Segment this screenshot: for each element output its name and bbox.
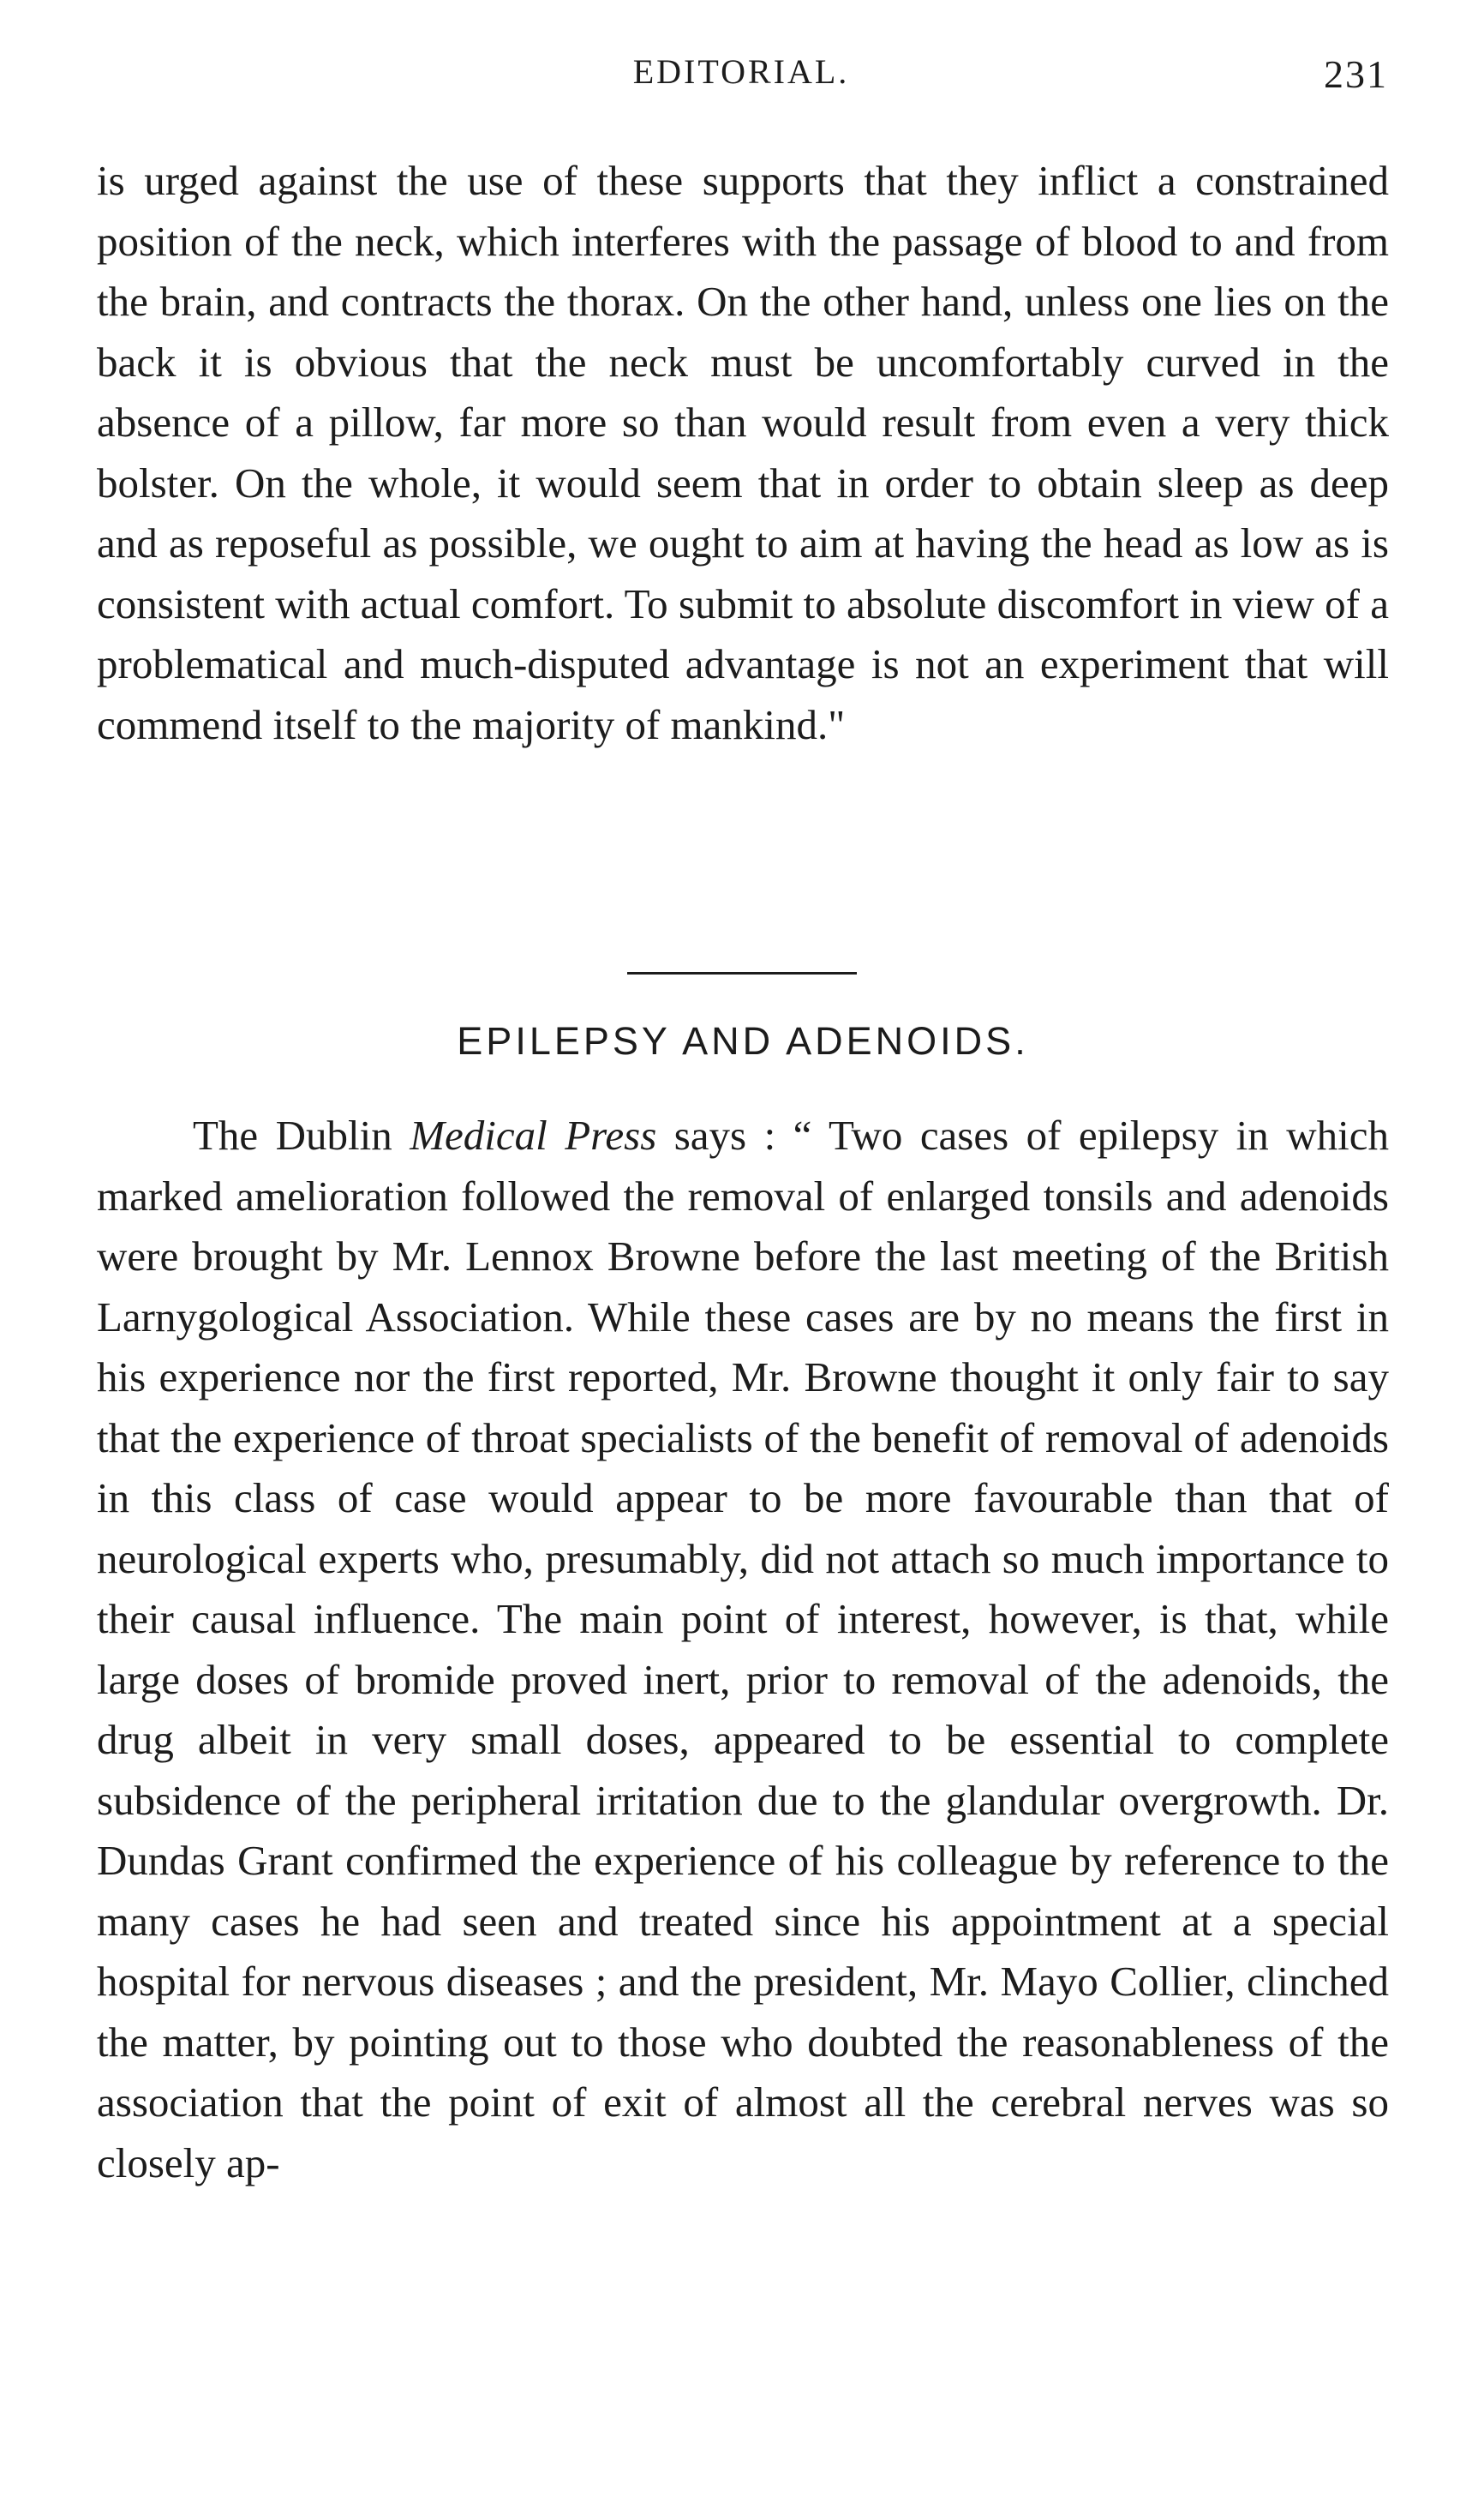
- continued-paragraph-block: [97, 151, 1389, 755]
- page-number: 231: [1324, 52, 1388, 96]
- running-head: [94, 51, 1388, 111]
- body-text: says : “ Two cases of epilepsy in which marked amelioration followed the removal of enlarged tonsils and adenoids were brought by Mr. Lennox Browne before the last meeting of the British Larnygological Association. While these cases are by no means the first in his experience nor the first reported, Mr. Browne thought it only fair to say that the experience of throat specialists of the benefit of removal of adenoids in this class of case would appear to be more favourable than that of neurological experts who, presumably, did not attach so much importance to their causal influence. The main point of interest, however, is that, while large doses of bromide proved inert, prior to removal of the adenoids, the drug albeit in very small doses, appeared to be essential to complete subsidence of the peripheral irritation due to the glandular overgrowth. Dr. Dundas Grant confirmed the experience of his colleague by reference to the many cases he had seen and treated since his appointment at a special hospital for nervous diseases ; and the president, Mr. Mayo Collier, clinched the matter, by pointing out to those who doubted the reasonableness of the association that the point of exit of almost all the cerebral nerves was so closely ap-: [97, 1112, 1389, 2186]
- section-divider-rule: [627, 972, 857, 975]
- section-paragraph: [97, 1106, 1389, 2193]
- section-heading: EPILEPSY AND ADENOIDS.: [457, 1019, 1029, 1063]
- running-title: EDITORIAL.: [632, 52, 850, 91]
- intro-text: The Dublin: [193, 1112, 410, 1159]
- publication-title: Medical Press: [410, 1112, 657, 1159]
- section-body-block: [97, 1106, 1389, 2193]
- continued-paragraph: is urged against the use of these supports that they inflict a constrained position of the neck, which interferes with the passage of blood to and from the brain, and contracts the thorax. On the other hand, unless one lies on the back it is obvious that the neck must be uncomfortably curved in the absence of a pillow, far more so than would result from even a very thick bolster. On the whole, it would seem that in order to obtain sleep as deep and as reposeful as possible, we ought to aim at having the head as low as is consistent with actual comfort. To submit to absolute discomfort in view of a problematical and much-disputed advantage is not an experiment that will commend itself to the majority of mankind.": [97, 157, 1389, 748]
